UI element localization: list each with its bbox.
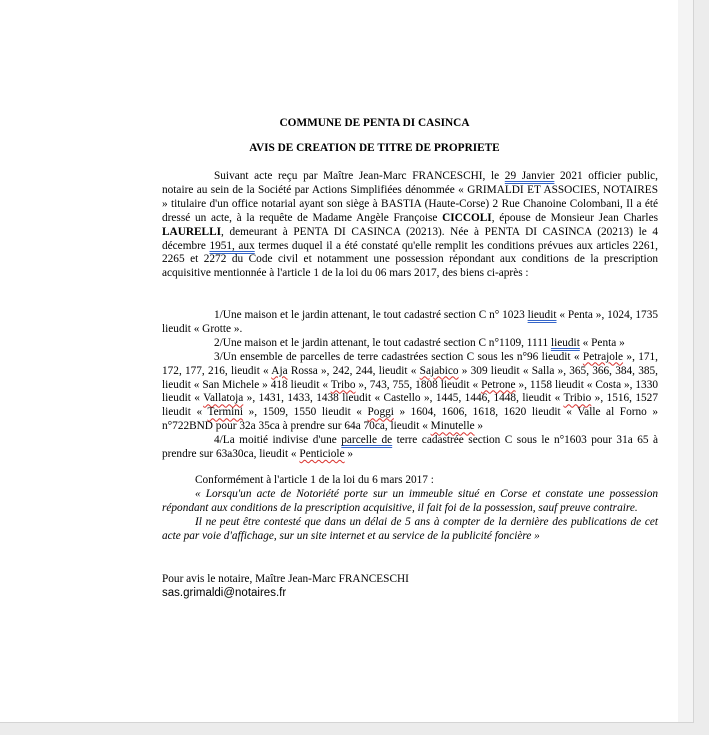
vertical-scrollbar[interactable] [678,0,693,722]
property-list [162,309,658,462]
property-item-2: 2/Une maison et le jardin attenant, le tout cadastré section C n°1109, 1111 lieudit « Penta » [214,336,625,349]
document-subtitle: AVIS DE CREATION DE TITRE DE PROPRIETE [249,142,500,154]
intro-paragraph: Suivant acte reçu par Maître Jean-Marc FRANCESCHI, le 29 Janvier 2021 officier public, notaire au sein de la Société par Actions Simplifiées dénommée « GRIMALDI ET ASSOCIES, NOTAIRES » titulaire d'un office notarial ayant son siège à BASTIA (Haute-Corse) 2 Rue Chanoine Colombani, Il a été dressé un acte, à la requête de Madame Angèle Françoise CICCOLI, épouse de Monsieur Jean Charles LAURELLI, demeurant à PENTA DI CASINCA (20213). Née à PENTA DI CASINCA (20213) le 4 décembre 1951, aux termes duquel il a été constaté qu'elle remplit les conditions prévues aux articles 2261, 2265 et 2272 du Code civil et notamment une possession répondant aux conditions de la prescription acquisitive mentionnée à l'article 1 de la loi du 06 mars 2017, des biens ci-après : [162,170,658,280]
property-item-4: 4/La moitié indivise d'une parcelle de terre cadastrée section C sous le n°1603 pour 31a 65 à prendre sur 63a30ca, lieudit « Penticiole » [162,434,659,461]
signature-block [162,573,658,601]
legal-quote-1: « Lorsqu'un acte de Notoriété porte sur un immeuble situé en Corse et constate une possession répondant aux conditions de la prescription acquisitive, il fait foi de la possession, sauf preuve contraire. [162,487,658,514]
document-title: COMMUNE DE PENTA DI CASINCA [279,117,470,129]
contact-email: sas.grimaldi@notaires.fr [162,586,287,599]
property-item-3: 3/Un ensemble de parcelles de terre cadastrées section C sous les n°96 lieudit « Petrajole », 171, 172, 177, 216, lieudit « Aja Rossa », 242, 244, lieudit « Sajabico » 309 lieudit « Salla », 365, 366, 384, 385, lieudit « San Michele » 418 lieudit « Tribo », 743, 755, 1808 lieudit « Petrone », 1158 lieudit « Costa », 1330 lieudit « Vallatoja », 1431, 1433, 1438 lieudit « Castello », 1445, 1446, 1448, lieudit « Tribio », 1516, 1527 lieudit « Termini », 1509, 1550 lieudit « Poggi » 1604, 1606, 1618, 1620 lieudit « Valle al Forno » n°722BND pour 32a 35ca à prendre sur 64a 70ca, lieudit « Minutelle » [162,350,659,433]
legal-reference-lead: Conformément à l'article 1 de la loi du 6 mars 2017 : [195,474,434,486]
property-item-1: 1/Une maison et le jardin attenant, le tout cadastré section C n° 1023 lieudit « Penta », 1024, 1735 lieudit « Grotte ». [162,309,658,335]
signature-line: Pour avis le notaire, Maître Jean-Marc FRANCESCHI [162,573,409,585]
legal-quote-2: Il ne peut être contesté que dans un délai de 5 ans à compter de la dernière des publications de cet acte par voie d'affichage, sur un site internet et au service de la publicité foncière » [162,515,658,542]
legal-reference [162,474,658,544]
